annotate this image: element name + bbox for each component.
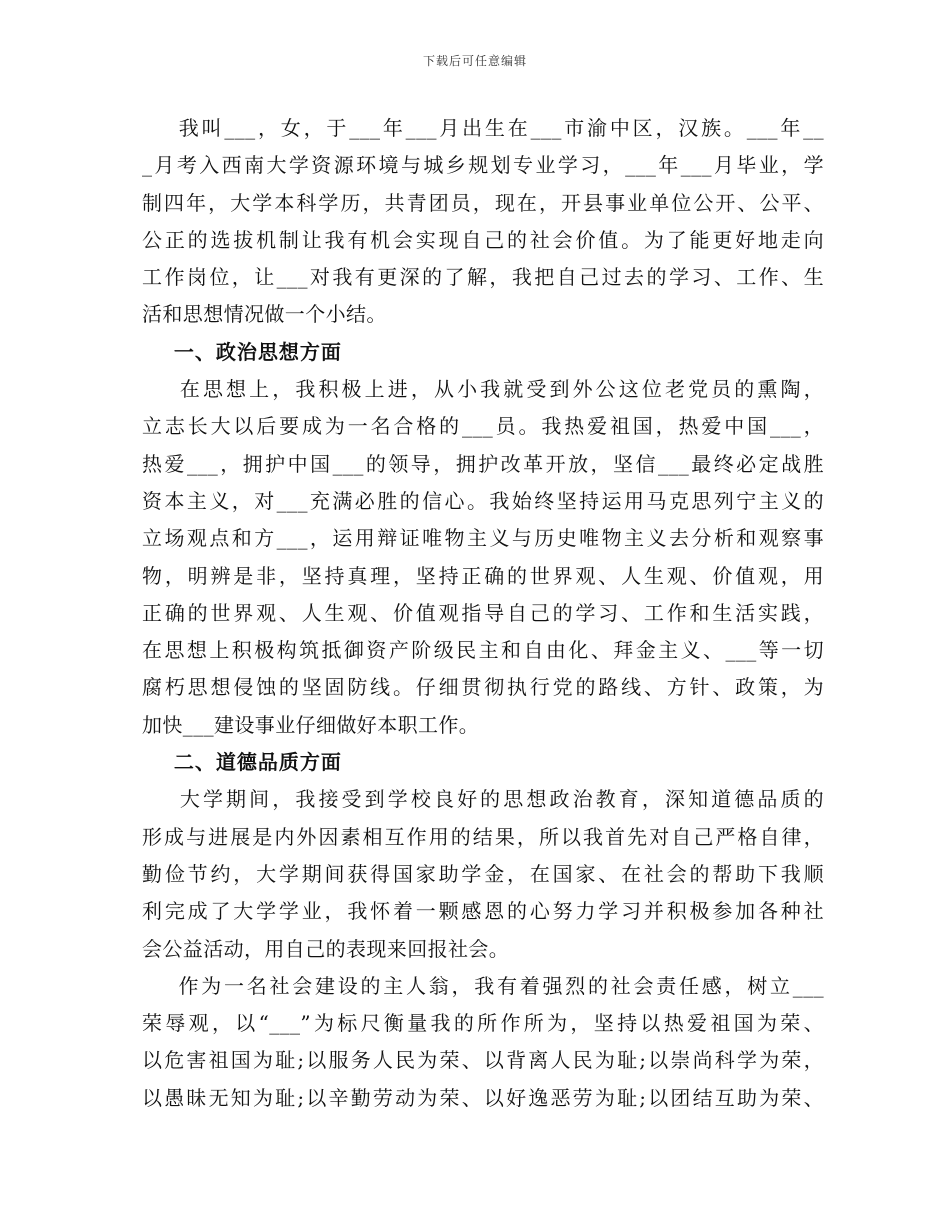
paragraph-last-line: 加快___建设事业仔细做好本职工作。 <box>142 712 480 737</box>
document-body <box>142 110 824 1117</box>
paragraph-line: 立志长大以后要成为一名合格的___员。我热爱祖国，热爱中国___， <box>142 414 824 439</box>
paragraph-line: 利完成了大学学业，我怀着一颗感恩的心努力学习并积极参加各种社 <box>142 899 824 924</box>
paragraph-line: 以愚昧无知为耻;以辛勤劳动为荣、以好逸恶劳为耻;以团结互助为荣、 <box>142 1085 824 1110</box>
paragraph-line: 形成与进展是内外因素相互作用的结果，所以我首先对自己严格自律， <box>142 824 824 849</box>
paragraph-last-line: 会公益活动，用自己的表现来回报社会。 <box>142 936 510 961</box>
paragraph-last-line: 活和思想情况做一个小结。 <box>142 302 387 327</box>
paragraph-line: _月考入西南大学资源环境与城乡规划专业学习，___年___月毕业，学 <box>142 153 824 178</box>
paragraph-line: 荣辱观，以“___”为标尺衡量我的所作所为，坚持以热爱祖国为荣、 <box>142 1011 824 1036</box>
paragraph-line: 资本主义，对___充满必胜的信心。我始终坚持运用马克思列宁主义的 <box>142 488 824 513</box>
paragraph-line: 我叫___，女，于___年___月出生在___市渝中区，汉族。___年__ <box>142 116 824 140</box>
paragraph-line: 物，明辨是非，坚持真理，坚持正确的世界观、人生观、价值观，用 <box>142 563 824 588</box>
paragraph-line: 勤俭节约，大学期间获得国家助学金，在国家、在社会的帮助下我顺 <box>142 861 824 886</box>
page-header: 下载后可任意编辑 <box>422 54 527 68</box>
paragraph-line: 以危害祖国为耻;以服务人民为荣、以背离人民为耻;以崇尚科学为荣， <box>142 1048 824 1073</box>
section-heading: 二、道德品质方面 <box>142 750 342 775</box>
paragraph-line: 在思想上，我积极上进，从小我就受到外公这位老党员的熏陶， <box>142 377 824 402</box>
paragraph-line: 热爱___，拥护中国___的领导，拥护改革开放，坚信___最终必定战胜 <box>142 451 824 476</box>
paragraph-line: 大学期间，我接受到学校良好的思想政治教育，深知道德品质的 <box>142 787 824 812</box>
paragraph-line: 工作岗位，让___对我有更深的了解，我把自己过去的学习、工作、生 <box>142 265 824 290</box>
section-heading: 一、政治思想方面 <box>142 339 342 364</box>
paragraph-line: 立场观点和方___，运用辩证唯物主义与历史唯物主义去分析和观察事 <box>142 526 824 551</box>
paragraph-line: 作为一名社会建设的主人翁，我有着强烈的社会责任感，树立___ <box>142 973 824 998</box>
paragraph-line: 正确的世界观、人生观、价值观指导自己的学习、工作和生活实践， <box>142 600 824 625</box>
paragraph-line: 腐朽思想侵蚀的坚固防线。仔细贯彻执行党的路线、方针、政策，为 <box>142 675 824 700</box>
paragraph-line: 制四年，大学本科学历，共青团员，现在，开县事业单位公开、公平、 <box>142 190 824 215</box>
paragraph-line: 公正的选拔机制让我有机会实现自己的社会价值。为了能更好地走向 <box>142 227 824 252</box>
paragraph-line: 在思想上积极构筑抵御资产阶级民主和自由化、拜金主义、___等一切 <box>142 638 824 663</box>
